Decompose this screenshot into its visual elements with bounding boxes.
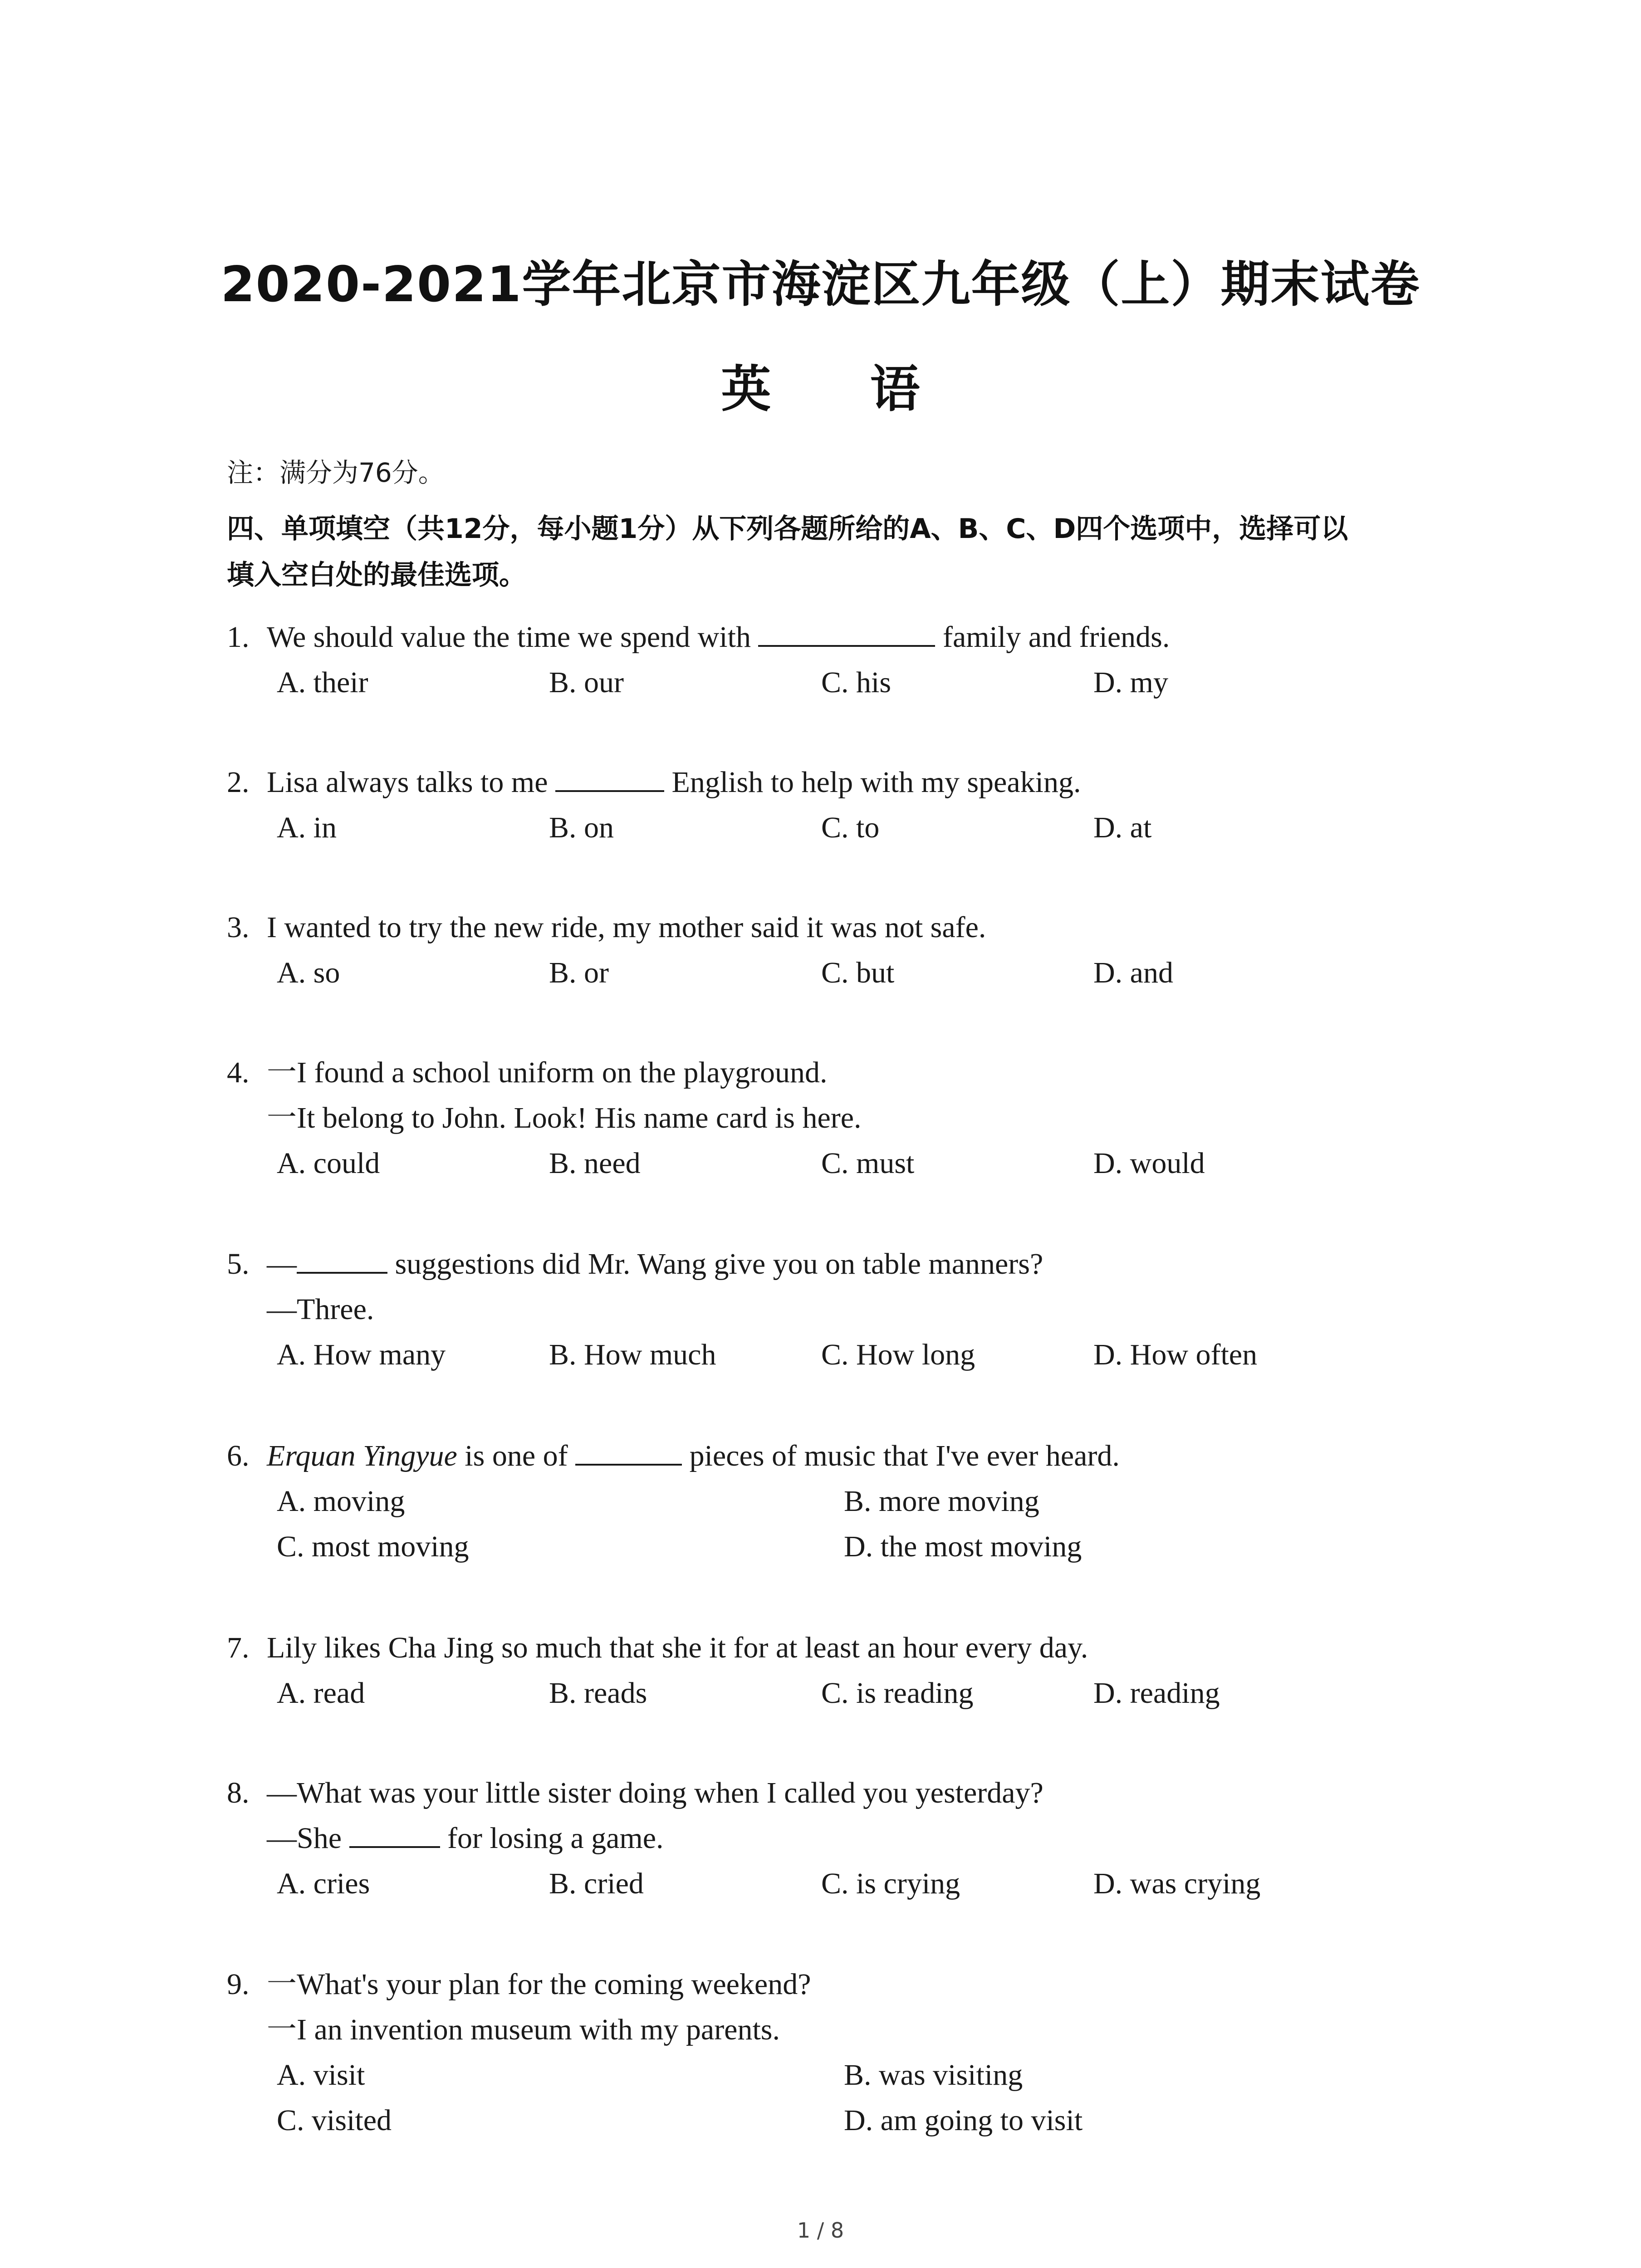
option-b: B. more moving (844, 1485, 1039, 1518)
option-c: C. his (821, 666, 892, 699)
option-a: A. visit (277, 2058, 365, 2092)
option-c: C. is reading (821, 1677, 974, 1710)
option-a: A. so (277, 956, 340, 989)
option-d: D. at (1093, 811, 1152, 844)
question-stem (267, 617, 1170, 658)
option-b: B. reads (549, 1677, 647, 1710)
option-b: B. How much (549, 1338, 716, 1371)
stem-text: Lisa always talks to me (267, 766, 548, 799)
dialogue-line-1: 一I found a school uniform on the playground. (267, 1056, 828, 1089)
section-heading-line1: 四、单项填空（共12分，每小题1分）从下列各题所给的A、B、C、D四个选项中，选择可以 (227, 513, 1348, 545)
option-c: C. most moving (277, 1530, 469, 1563)
answer-blank (297, 1245, 387, 1274)
option-c: C. How long (821, 1338, 975, 1371)
page-number: 1 / 8 (797, 2218, 844, 2243)
exam-subject: 英 语 (721, 360, 961, 418)
question-stem: Lily likes Cha Jing so much that she it for at least an hour every day. (267, 1631, 1088, 1664)
option-a: A. read (277, 1677, 365, 1710)
answer-blank (555, 763, 664, 792)
question-number: 5. (227, 1247, 250, 1281)
stem-text: is one of (465, 1439, 568, 1472)
stem-text: English to help with my speaking. (671, 766, 1081, 799)
stem-text: — (267, 1247, 297, 1281)
option-a: A. in (277, 811, 337, 844)
option-c: C. visited (277, 2104, 392, 2137)
option-a: A. How many (277, 1338, 446, 1371)
option-d: D. the most moving (844, 1530, 1082, 1563)
option-d: D. reading (1093, 1677, 1220, 1710)
option-a: A. their (277, 666, 368, 699)
question-number: 7. (227, 1631, 250, 1664)
option-d: D. was crying (1093, 1867, 1261, 1900)
option-c: C. to (821, 811, 880, 844)
stem-text: pieces of music that I've ever heard. (689, 1439, 1120, 1472)
question-number: 4. (227, 1056, 250, 1089)
question-number: 1. (227, 621, 250, 654)
answer-blank (575, 1437, 682, 1466)
answer-blank (758, 618, 935, 647)
option-d: D. How often (1093, 1338, 1258, 1371)
option-c: C. but (821, 956, 895, 989)
dialogue-line-2: —Three. (267, 1293, 374, 1326)
dialogue-line-2: 一It belong to John. Look! His name card is here. (267, 1101, 862, 1134)
dialogue-line-2 (267, 1818, 664, 1859)
stem-italic-text: Erquan Yingyue (267, 1439, 457, 1472)
question-number: 8. (227, 1776, 250, 1809)
dialogue-line-1: —What was your little sister doing when I called you yesterday? (267, 1776, 1043, 1809)
option-d: D. would (1093, 1147, 1205, 1180)
option-b: B. need (549, 1147, 641, 1180)
stem-text: We should value the time we spend with (267, 621, 751, 654)
stem-text: suggestions did Mr. Wang give you on table manners? (395, 1247, 1043, 1281)
option-b: B. or (549, 956, 609, 989)
option-b: B. was visiting (844, 2058, 1023, 2092)
question-stem: I wanted to try the new ride, my mother said it was not safe. (267, 911, 986, 944)
score-note: 注：满分为76分。 (227, 457, 445, 488)
stem-text: —She (267, 1822, 342, 1855)
dialogue-line-1 (267, 1244, 1043, 1285)
question-number: 2. (227, 766, 250, 799)
option-b: B. cried (549, 1867, 644, 1900)
option-d: D. my (1093, 666, 1168, 699)
option-b: B. our (549, 666, 624, 699)
question-number: 9. (227, 1968, 250, 2001)
option-c: C. must (821, 1147, 915, 1180)
question-stem (267, 762, 1081, 803)
section-heading (227, 506, 1452, 598)
option-a: A. could (277, 1147, 380, 1180)
option-b: B. on (549, 811, 614, 844)
dialogue-line-1: 一What's your plan for the coming weekend? (267, 1968, 811, 2001)
question-number: 6. (227, 1439, 250, 1472)
question-stem (267, 1436, 1120, 1476)
option-a: A. moving (277, 1485, 405, 1518)
question-number: 3. (227, 911, 250, 944)
section-heading-line2: 填入空白处的最佳选项。 (227, 559, 526, 591)
stem-text: for losing a game. (447, 1822, 664, 1855)
exam-title: 2020-2021学年北京市海淀区九年级（上）期末试卷 (220, 256, 1421, 313)
answer-blank (349, 1819, 440, 1848)
dialogue-line-2: 一I an invention museum with my parents. (267, 2013, 780, 2046)
option-d: D. am going to visit (844, 2104, 1083, 2137)
option-c: C. is crying (821, 1867, 960, 1900)
option-a: A. cries (277, 1867, 370, 1900)
option-d: D. and (1093, 956, 1173, 989)
stem-text: family and friends. (942, 621, 1170, 654)
